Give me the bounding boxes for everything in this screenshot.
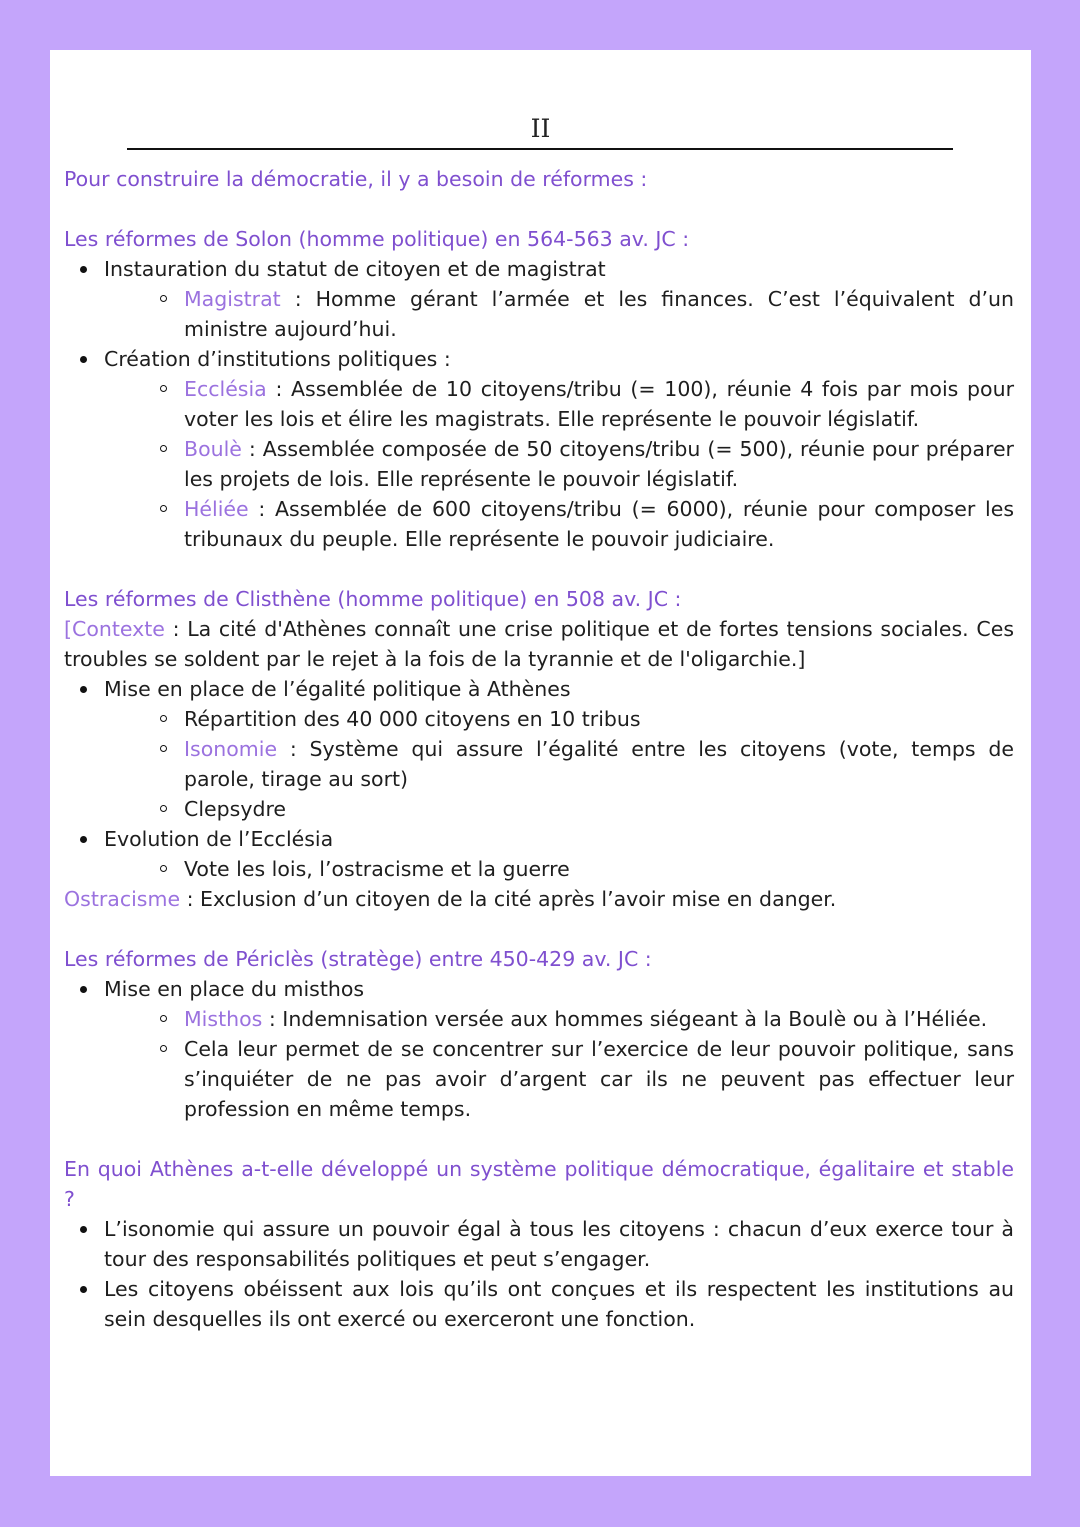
- list-item: Vote les lois, l’ostracisme et la guerre: [104, 854, 1014, 884]
- list-item: Mise en place du misthos Misthos : Indemnisation versée aux hommes siégeant à la Boulè ou à l’Héliée. Cela leur permet de se concentrer sur l’exercice de leur pouvoir politique, sans s’inquiéter de ne pas avoir d’argent car ils ne peuvent pas effectuer leur profession en même temps.: [64, 974, 1014, 1124]
- list-item: Ecclésia : Assemblée de 10 citoyens/tribu (= 100), réunie 4 fois par mois pour voter les lois et élire les magistrats. Elle représente le pouvoir législatif.: [104, 374, 1014, 434]
- list-item: Répartition des 40 000 citoyens en 10 tribus: [104, 704, 1014, 734]
- pericles-heading: Les réformes de Périclès (stratège) entre 450-429 av. JC :: [64, 947, 652, 971]
- page-number: II: [530, 114, 551, 143]
- pericles-list: [64, 974, 1014, 1124]
- list-item: Evolution de l’Ecclésia Vote les lois, l’ostracisme et la guerre: [64, 824, 1014, 884]
- solon-list: [64, 254, 1014, 554]
- document-page: [50, 50, 1031, 1476]
- term-ecclesia: Ecclésia: [184, 377, 267, 401]
- list-item: Cela leur permet de se concentrer sur l’exercice de leur pouvoir politique, sans s’inquiéter de ne pas avoir d’argent car ils ne peuvent pas effectuer leur profession en même temps.: [104, 1034, 1014, 1124]
- list-item: L’isonomie qui assure un pouvoir égal à tous les citoyens : chacun d’eux exerce tour à tour des responsabilités politiques et peut s’engager.: [64, 1214, 1014, 1274]
- intro-heading: Pour construire la démocratie, il y a besoin de réformes :: [64, 167, 648, 191]
- document-body: [64, 164, 1014, 1334]
- term-heliee: Héliée: [184, 497, 249, 521]
- solon-heading: Les réformes de Solon (homme politique) en 564-563 av. JC :: [64, 227, 690, 251]
- term-magistrat: Magistrat: [184, 287, 281, 311]
- context-paragraph: [Contexte : La cité d'Athènes connaît une crise politique et de fortes tensions sociales. Ces troubles se soldent par le rejet à la fois de la tyrannie et de l'oligarchie.]: [64, 617, 1014, 671]
- list-item: Magistrat : Homme gérant l’armée et les finances. C’est l’équivalent d’un ministre aujourd’hui.: [104, 284, 1014, 344]
- list-item: Héliée : Assemblée de 600 citoyens/tribu (= 6000), réunie pour composer les tribunaux du peuple. Elle représente le pouvoir judiciaire.: [104, 494, 1014, 554]
- ostracisme-definition: Ostracisme : Exclusion d’un citoyen de la cité après l’avoir mise en danger.: [64, 887, 837, 911]
- term-ostracisme: Ostracisme: [64, 887, 181, 911]
- list-item: Création d’institutions politiques : Ecclésia : Assemblée de 10 citoyens/tribu (= 100), réunie 4 fois par mois pour voter les lois et élire les magistrats. Elle représente le pouvoir législatif. Boulè : Assemblée composée de 50 citoyens/tribu (= 500), réunie pour préparer les projets de lois. Elle représente le pouvoir législatif. Héliée : Assemblée de 600 citoyens/tribu (= 6000), réunie pour composer les tribunaux du peuple. Elle représente le pouvoir judiciaire.: [64, 344, 1014, 554]
- list-item: Isonomie : Système qui assure l’égalité entre les citoyens (vote, temps de parole, tirage au sort): [104, 734, 1014, 794]
- list-item: Mise en place de l’égalité politique à Athènes Répartition des 40 000 citoyens en 10 tribus Isonomie : Système qui assure l’égalité entre les citoyens (vote, temps de parole, tirage au sort) Clepsydre: [64, 674, 1014, 824]
- term-contexte: Contexte: [72, 617, 165, 641]
- conclusion-question: En quoi Athènes a-t-elle développé un système politique démocratique, égalitaire et stable ?: [64, 1157, 1014, 1211]
- conclusion-list: [64, 1214, 1014, 1334]
- list-item: Instauration du statut de citoyen et de magistrat Magistrat : Homme gérant l’armée et les finances. C’est l’équivalent d’un ministre aujourd’hui.: [64, 254, 1014, 344]
- clisthene-list: [64, 674, 1014, 884]
- list-item: Misthos : Indemnisation versée aux hommes siégeant à la Boulè ou à l’Héliée.: [104, 1004, 1014, 1034]
- title-underline: [127, 148, 953, 150]
- term-misthos: Misthos: [184, 1007, 263, 1031]
- clisthene-heading: Les réformes de Clisthène (homme politique) en 508 av. JC :: [64, 587, 682, 611]
- list-item: Boulè : Assemblée composée de 50 citoyens/tribu (= 500), réunie pour préparer les projets de lois. Elle représente le pouvoir législatif.: [104, 434, 1014, 494]
- list-item: Clepsydre: [104, 794, 1014, 824]
- term-isonomie: Isonomie: [184, 737, 278, 761]
- list-item: Les citoyens obéissent aux lois qu’ils ont conçues et ils respectent les institutions au sein desquelles ils ont exercé ou exerceront une fonction.: [64, 1274, 1014, 1334]
- term-boule: Boulè: [184, 437, 242, 461]
